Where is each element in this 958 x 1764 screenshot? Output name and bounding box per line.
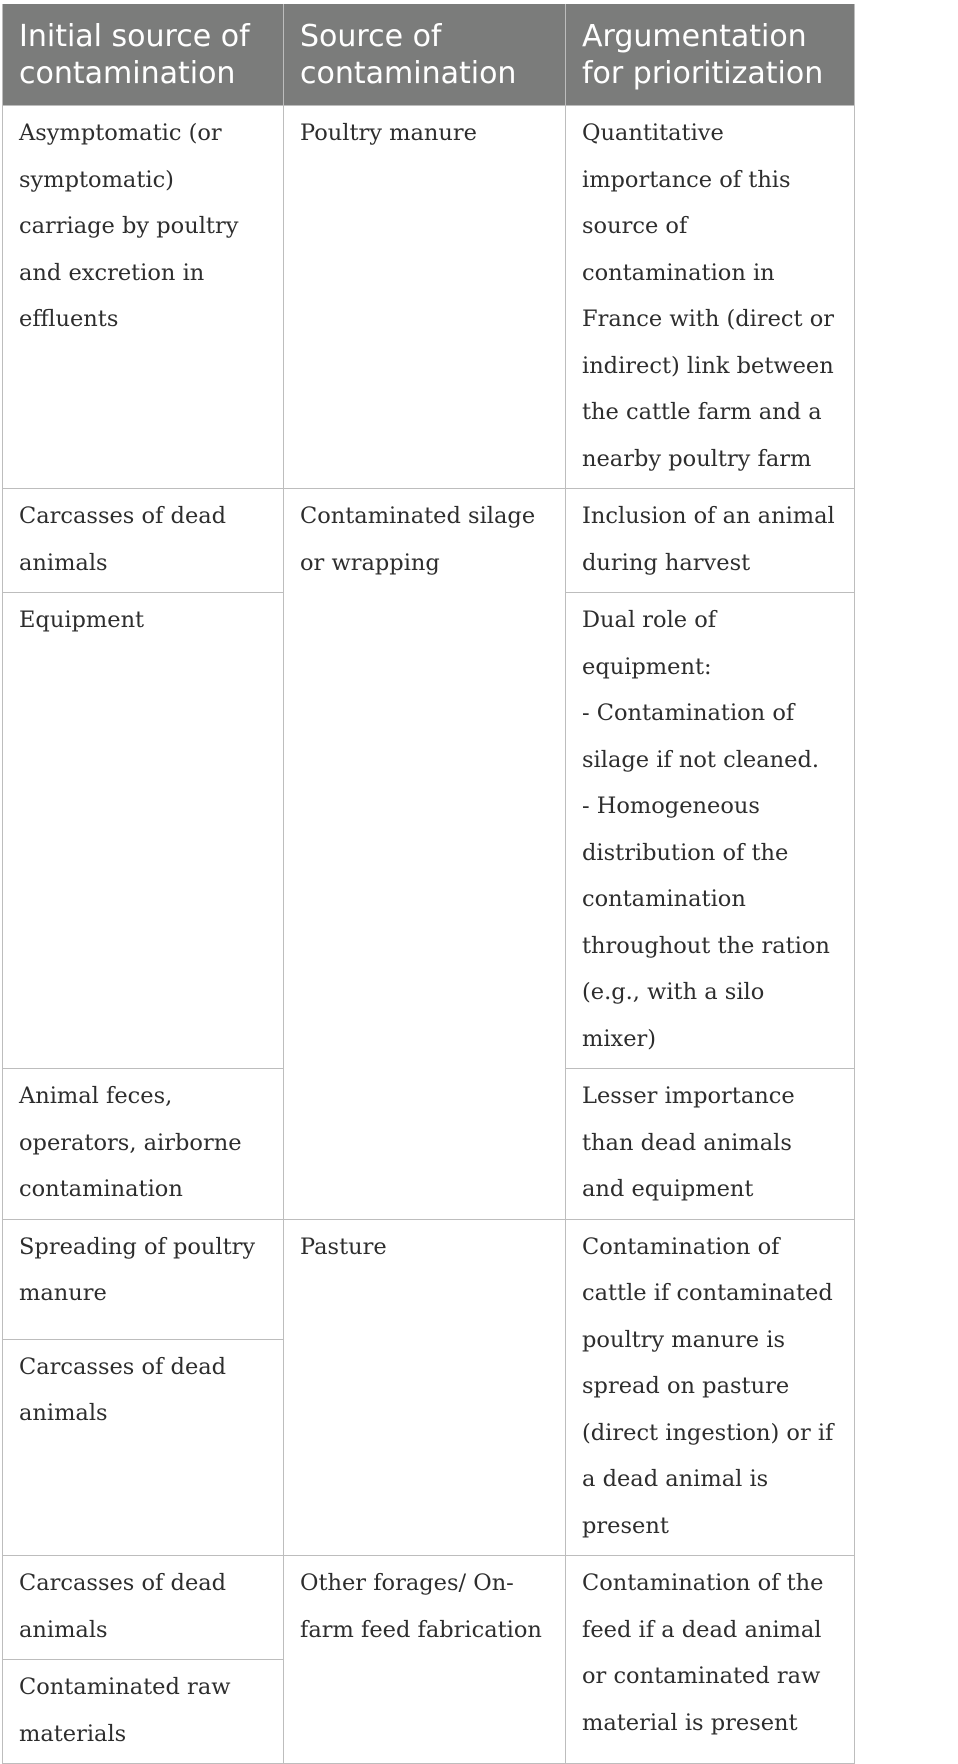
initial-source-cell: Spreading of poultry manure <box>3 1219 284 1339</box>
initial-source-cell: Animal feces, operators, airborne contamination <box>3 1069 284 1220</box>
source-cell: Poultry manure <box>284 106 566 489</box>
table-body <box>3 106 855 1764</box>
argument-intro: Dual role of equipment: <box>582 607 717 680</box>
initial-source-cell: Equipment <box>3 593 284 1069</box>
header-source: Source of contamination <box>284 4 566 106</box>
table-row <box>3 489 855 593</box>
argument-cell <box>566 593 855 1069</box>
initial-source-cell: Carcasses of dead animals <box>3 1556 284 1660</box>
table-row <box>3 1556 855 1660</box>
source-cell: Contaminated silage or wrapping <box>284 489 566 1220</box>
contamination-table-wrapper <box>2 4 854 1764</box>
initial-source-cell: Carcasses of dead animals <box>3 489 284 593</box>
argument-point: - Contamination of silage if not cleaned. <box>582 700 820 773</box>
table-row <box>3 106 855 489</box>
table-row <box>3 1219 855 1339</box>
argument-cell: Contamination of the feed if a dead animal or contaminated raw material is present <box>566 1556 855 1764</box>
header-argumentation: Argumentation for prioritization <box>566 4 855 106</box>
initial-source-cell: Contaminated raw materials <box>3 1660 284 1764</box>
argument-cell: Lesser importance than dead animals and equipment <box>566 1069 855 1220</box>
contamination-prioritization-table <box>2 4 855 1764</box>
argument-cell: Quantitative importance of this source of contamination in France with (direct or indirect) link between the cattle farm and a nearby poultry farm <box>566 106 855 489</box>
header-row <box>3 4 855 106</box>
table-header <box>3 4 855 106</box>
argument-cell: Contamination of cattle if contaminated poultry manure is spread on pasture (direct ingestion) or if a dead animal is present <box>566 1219 855 1556</box>
argument-point: - Homogeneous distribution of the contamination throughout the ration (e.g., with a silo mixer) <box>582 793 830 1052</box>
source-cell: Other forages/ On-farm feed fabrication <box>284 1556 566 1764</box>
argument-cell: Inclusion of an animal during harvest <box>566 489 855 593</box>
initial-source-cell: Asymptomatic (or symptomatic) carriage by poultry and excretion in effluents <box>3 106 284 489</box>
source-cell: Pasture <box>284 1219 566 1556</box>
initial-source-cell: Carcasses of dead animals <box>3 1339 284 1555</box>
header-initial-source: Initial source of contamination <box>3 4 284 106</box>
